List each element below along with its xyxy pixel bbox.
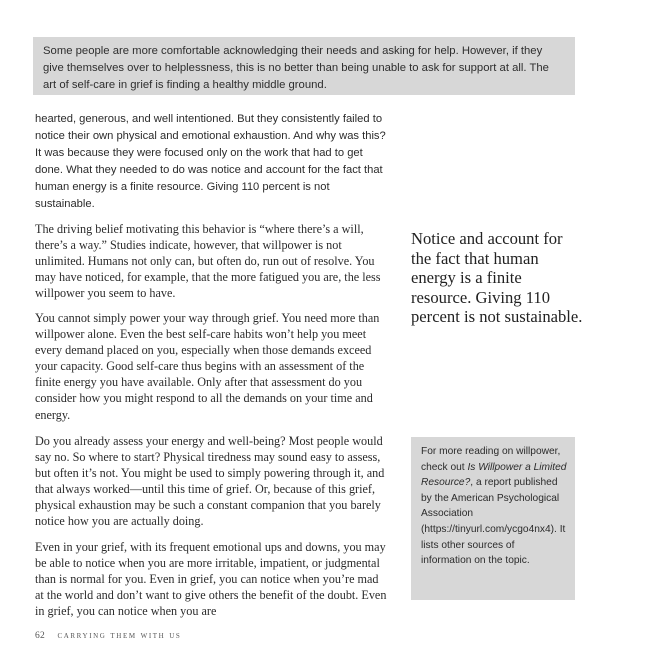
intro-paragraph: hearted, generous, and well intentioned. But they consistently failed to notice their own physical and emotional exhaustion. And why was this? It was because they were focused only on the work that had to get done. What they needed to do was notice and account for the fact that human energy is a finite resource. Giving 110 percent is not sustainable. <box>35 113 386 210</box>
sidebar-text <box>421 444 567 569</box>
page-number: 62 <box>35 631 45 641</box>
pull-quote: Notice and account for the fact that human energy is a finite resource. Giving 110 percent is not sustainable. <box>411 229 583 326</box>
body-paragraph-3: Do you already assess your energy and well-being? Most people would say no. So where to start? Physical tiredness may sound easy to assess, but often it’s not. You might be used to simply powering through it, and that always worked—until this time of grief. Or, because of this grief, physical exhaustion may be such a constant companion that you barely notice how you are actually doing. <box>35 434 385 529</box>
body-paragraph-2: You cannot simply power your way through grief. You need more than willpower alone. Even the best self-care habits won’t help you meet every demand placed on you, especially when those demands exceed your capacity. Good self-care thus begins with an assessment of the finite energy you have available. Only after that assessment do you consider how you might respond to all the demands on your time and energy. <box>35 311 380 422</box>
body-paragraph-1: The driving belief motivating this behavior is “where there’s a will, there’s a way.” Studies indicate, however, that willpower is not unlimited. Humans not only can, but often do, run out of resolve. You may have noticed, for example, that the more fatigued you are, the less willpower you seem to have. <box>35 222 381 301</box>
running-head: carrying them with us <box>57 631 182 641</box>
body-paragraph-4: Even in your grief, with its frequent emotional ups and downs, you may be able to notice when you are more irritable, impatient, or judgmental than is normal for you. Even in grief, you can notice when you’re mad at the world and don’t want to give others the benefit of the doubt. Even in grief, you can notice when you are <box>35 540 387 619</box>
report-title: Is Willpower a Limited Resource? <box>421 461 567 489</box>
callout-box <box>33 37 575 95</box>
page-footer <box>35 631 181 641</box>
further-reading-sidebar <box>411 437 575 600</box>
callout-text: Some people are more comfortable acknowledging their needs and asking for help. However, if they give themselves over to helplessness, this is no better than being unable to ask for support at all. The art of self-care in grief is finding a healthy middle ground. <box>43 45 549 91</box>
sidebar-text-before: For more reading on willpower, check out <box>421 446 561 473</box>
sidebar-text-after: , a report published by the American Psychological Association (https://tinyurl.com/ycgo4nx4). It lists other sources of information on the topic. <box>421 477 566 567</box>
